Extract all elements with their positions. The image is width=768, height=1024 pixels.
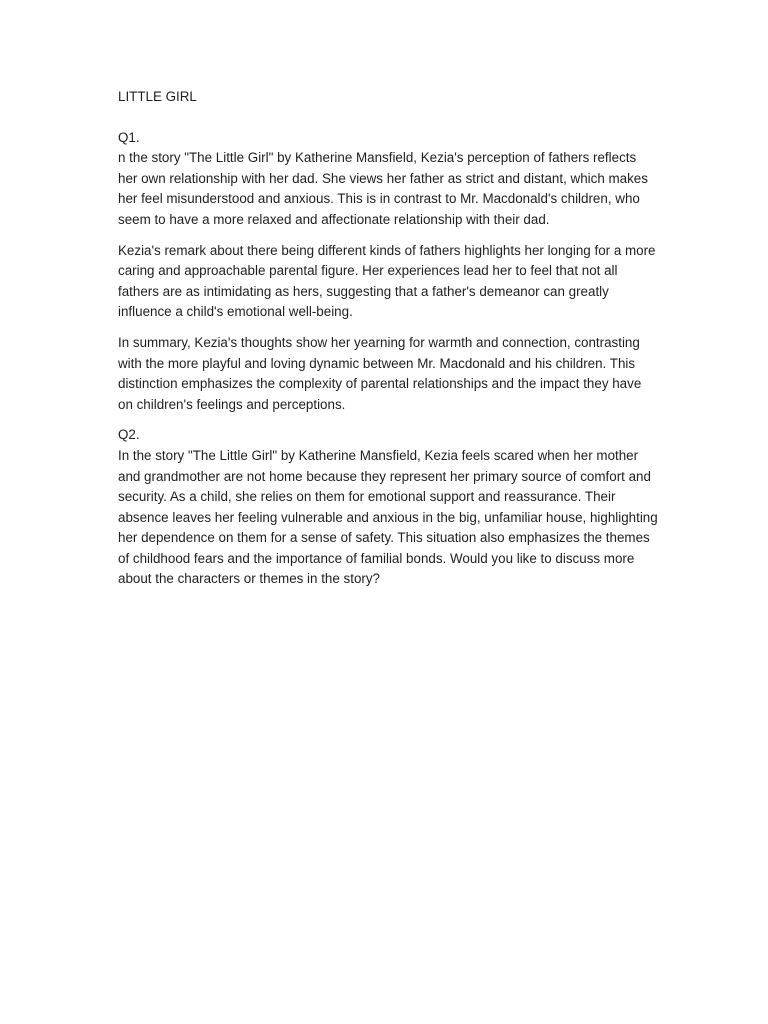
question-2-label: Q2. (118, 427, 140, 443)
question-1-paragraph-1: n the story "The Little Girl" by Katherine Mansfield, Kezia's perception of fathers reflects her own relationship with her dad. She views her father as strict and distant, which makes her feel misunderstood and anxious. This is in contrast to Mr. Macdonald's children, who seem to have a more relaxed and affectionate relationship with their dad. (118, 150, 648, 227)
question-1-paragraph-2: Kezia's remark about there being different kinds of fathers highlights her longing for a more caring and approachable parental figure. Her experiences lead her to feel that not all fathers are as intimidating as hers, suggesting that a father's demeanor can greatly influence a child's emotional well-being. (118, 242, 656, 320)
document-title: LITTLE GIRL (118, 89, 197, 104)
document-page (118, 87, 658, 600)
question-2-paragraph-1: In the story "The Little Girl" by Katherine Mansfield, Kezia feels scared when her mother and grandmother are not home because they represent her primary source of comfort and security. As a child, she relies on them for emotional support and reassurance. Their absence leaves her feeling vulnerable and anxious in the big, unfamiliar house, highlighting her dependence on them for a sense of safety. This situation also emphasizes the themes of childhood fears and the importance of familial bonds. Would you like to discuss more about the characters or themes in the story? (118, 447, 658, 587)
question-1-label: Q1. (118, 129, 140, 145)
question-1-paragraph-3: In summary, Kezia's thoughts show her yearning for warmth and connection, contrasting with the more playful and loving dynamic between Mr. Macdonald and his children. This distinction emphasizes the complexity of parental relationships and the impact they have on children's feelings and perceptions. (118, 334, 642, 412)
